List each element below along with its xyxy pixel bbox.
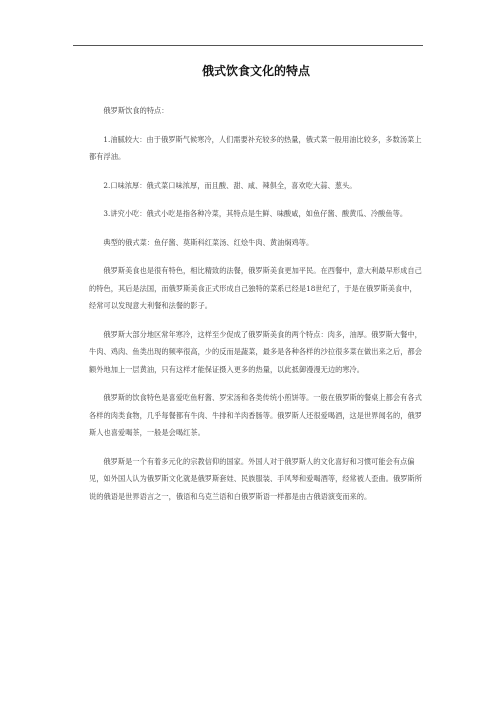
paragraph-point-1: 1.油腻较大：由于俄罗斯气候寒冷，人们需要补充较多的热量，俄式菜一般用油比较多，多数汤菜上都有浮油。 [89,134,422,161]
document-body [89,62,423,516]
paragraph-climate: 俄罗斯大部分地区常年寒冷，这样至少促成了俄罗斯美食的两个特点：肉多，油厚。俄罗斯大餐中，牛肉、鸡肉、鱼类出现的频率很高，少的反而是蔬菜，最多是各种各样的沙拉很多菜在做出来之后，都会额外地加上一层黄油，只有这样才能保证摄入更多的热量，以此抵御漫漫无边的寒冷。 [89,329,422,374]
paragraph-culture: 俄罗斯是一个有着多元化的宗教信仰的国家。外国人对于俄罗斯人的文化喜好和习惯可能会有点偏见，如外国人认为俄罗斯文化就是俄罗斯套娃、民族服装、手风琴和爱喝酒等，经常被人歪曲。俄罗斯所说的俄语是世界语言之一，俄语和乌克兰语和白俄罗斯语一样都是由古俄语演变而来的。 [89,456,422,501]
document-title: 俄式饮食文化的特点 [201,64,310,78]
paragraph-point-3: 3.讲究小吃：俄式小吃是指各种冷菜，其特点是生鲜、味酸咸，如鱼仔酱、酸黄瓜、冷酸鱼等。 [103,209,408,218]
paragraph-history: 俄罗斯美食也是很有特色，相比精致的法餐，俄罗斯美食更加平民。在西餐中，意大利最早形成自己的特色，其后是法国，而俄罗斯美食正式形成自己独特的菜系已经是18世纪了，于是在俄罗斯美食中，经常可以发现意大利餐和法餐的影子。 [89,266,422,310]
paragraph-point-2: 2.口味浓厚：俄式菜口味浓厚，而且酸、甜、咸、辣俱全，喜欢吃大蒜、葱头。 [103,180,357,190]
header-divider [73,45,423,46]
paragraph-typical-dishes: 典型的俄式菜：鱼仔酱、莫斯科红菜汤、红烩牛肉、黄油焖鸡等。 [103,237,314,247]
paragraph-intro: 俄罗斯饮食的特点： [103,106,169,115]
paragraph-food-habits: 俄罗斯的饮食特色是喜爱吃鱼籽酱、罗宋汤和各类传统小煎饼等。一般在俄罗斯的餐桌上都会有各式各样的肉类食物，几乎每餐都有牛肉、牛排和羊肉香肠等。俄罗斯人还很爱喝酒，这是世界闻名的，俄罗斯人也喜爱喝茶，一般是会喝红茶。 [89,393,422,437]
